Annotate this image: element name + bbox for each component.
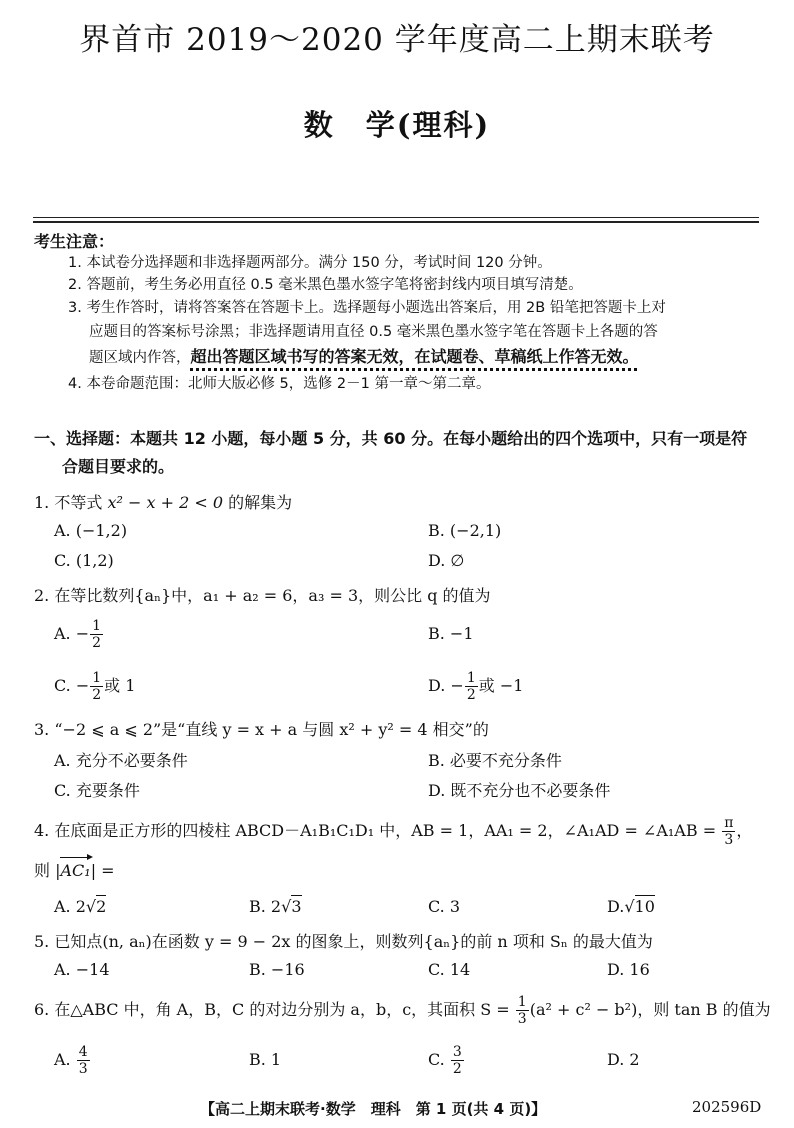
q5-option-d: D. 16 <box>607 960 650 979</box>
q2-option-a-fraction <box>90 619 103 650</box>
notice-item-2: 2. 答题前，考生务必用直径 0.5 毫米黑色墨水签字笔将密封线内项目填写清楚。 <box>68 277 583 293</box>
question-3: 3. “−2 ⩽ a ⩽ 2”是“直线 y = x + a 与圆 x² + y² = 4 相交”的 <box>34 720 489 739</box>
q5-option-a: A. −14 <box>54 960 110 979</box>
q4-tail: ， <box>736 821 753 840</box>
q4-option-c: C. 3 <box>428 897 461 916</box>
q6-option-a-prefix: A. <box>54 1050 76 1069</box>
q2-option-c <box>54 671 135 702</box>
question-2: 2. 在等比数列{aₙ}中，a₁ + a₂ = 6，a₃ = 3，则公比 q 的值为 <box>34 586 491 605</box>
q6-option-a-fraction <box>77 1045 90 1076</box>
fraction-numerator: 1 <box>517 994 527 1010</box>
exam-subtitle: 数 学(理科) <box>303 108 491 142</box>
q6-option-d: D. 2 <box>607 1050 640 1069</box>
fraction-denominator: 3 <box>78 1061 88 1077</box>
fraction-denominator: 2 <box>92 635 102 651</box>
q2-option-c-fraction <box>90 671 103 702</box>
fraction-denominator: 3 <box>724 832 734 848</box>
q2-option-c-prefix: C. − <box>54 676 90 695</box>
exam-title: 界首市 2019～2020 学年度高二上期末联考 <box>79 22 715 58</box>
q4-line-2-suffix: | = <box>90 861 115 880</box>
q4-text: 4. 在底面是正方形的四棱柱 ABCD－A₁B₁C₁D₁ 中，AB = 1，AA₁ = 2，∠A₁AD = ∠A₁AB = <box>34 821 722 840</box>
q4-option-a-radicand: 2 <box>96 897 107 916</box>
sqrt-sign: √ <box>281 897 292 916</box>
q6-option-a <box>54 1045 91 1076</box>
notice-item-3-line-3 <box>89 344 639 367</box>
q4-option-d-prefix: D. <box>607 897 625 916</box>
q5-option-c: C. 14 <box>428 960 471 979</box>
question-4-line-2 <box>34 858 115 881</box>
q6-option-b: B. 1 <box>249 1050 282 1069</box>
q1-option-d: D. ∅ <box>428 551 465 570</box>
header-rule-thin <box>33 217 759 218</box>
q1-expression: x² − x + 2 < 0 <box>107 493 224 512</box>
question-6 <box>34 995 771 1026</box>
q2-option-d <box>428 671 523 702</box>
q3-option-a: A. 充分不必要条件 <box>54 751 188 770</box>
q4-option-a-prefix: A. 2 <box>54 897 86 916</box>
notice-item-3-line-2: 应题目的答案标号涂黑；非选择题请用直径 0.5 毫米黑色墨水签字笔在答题卡上各题的答 <box>89 324 658 340</box>
fraction-numerator: 1 <box>92 670 102 686</box>
q6-option-c-fraction <box>451 1045 464 1076</box>
notice-item-1: 1. 本试卷分选择题和非选择题两部分。满分 150 分，考试时间 120 分钟。 <box>68 255 552 271</box>
fraction-denominator: 2 <box>92 687 102 703</box>
fraction-denominator: 2 <box>452 1061 462 1077</box>
fraction-numerator: 1 <box>92 618 102 634</box>
q3-option-d: D. 既不充分也不必要条件 <box>428 781 611 800</box>
q1-option-a: A. (−1,2) <box>54 521 128 540</box>
sqrt-sign: √ <box>624 897 635 916</box>
q1-option-b: B. (−2,1) <box>428 521 502 540</box>
q5-option-b: B. −16 <box>249 960 305 979</box>
fraction-denominator: 2 <box>466 687 476 703</box>
notice-heading: 考生注意： <box>34 232 115 251</box>
fraction-denominator: 3 <box>517 1011 527 1027</box>
q6-text-pre: 6. 在△ABC 中，角 A，B，C 的对边分别为 a，b，c，其面积 S = <box>34 1000 515 1019</box>
notice-item-3-line-1: 3. 考生作答时，请将答案答在答题卡上。选择题每小题选出答案后，用 2B 铅笔把答题卡上对 <box>68 300 666 316</box>
fraction-numerator: 3 <box>452 1044 462 1060</box>
q1-number: 1. 不等式 <box>34 493 108 512</box>
question-4 <box>34 816 752 847</box>
q4-option-d-radicand: 10 <box>634 897 655 916</box>
q6-text-post: (a² + c² − b²)，则 tan B 的值为 <box>529 1000 771 1019</box>
q4-option-b-prefix: B. 2 <box>249 897 282 916</box>
fraction-numerator: π <box>724 815 734 831</box>
section-1-heading-line-1: 一、选择题：本题共 12 小题，每小题 5 分，共 60 分。在每小题给出的四个选项中，只有一项是符 <box>34 429 748 448</box>
notice-emphasis: 超出答题区域书写的答案无效，在试题卷、草稿纸上作答无效。 <box>190 347 639 366</box>
q3-option-c: C. 充要条件 <box>54 781 140 800</box>
q1-tail: 的解集为 <box>223 493 293 512</box>
question-1 <box>34 490 292 513</box>
notice-item-3-text: 题区域内作答， <box>89 350 191 366</box>
fraction-numerator: 4 <box>78 1044 88 1060</box>
fraction-numerator: 1 <box>466 670 476 686</box>
page-footer: 【高二上期末联考·数学 理科 第 1 页(共 4 页)】 <box>200 1100 547 1118</box>
q2-option-a <box>54 619 104 650</box>
q2-option-c-suffix: 或 1 <box>104 676 136 695</box>
paper-code: 202596D <box>692 1098 762 1116</box>
q4-line-2-prefix: 则 | <box>34 861 61 880</box>
q2-option-d-fraction <box>465 671 478 702</box>
q6-option-c-prefix: C. <box>428 1050 450 1069</box>
notice-item-4: 4. 本卷命题范围：北师大版必修 5，选修 2－1 第一章～第二章。 <box>68 376 491 392</box>
q6-area-fraction <box>516 995 529 1026</box>
q2-option-b: B. −1 <box>428 624 474 643</box>
q4-option-b <box>249 897 302 916</box>
q3-option-b: B. 必要不充分条件 <box>428 751 562 770</box>
q4-option-d <box>607 897 655 916</box>
q1-option-c: C. (1,2) <box>54 551 114 570</box>
q2-option-a-prefix: A. − <box>54 624 90 643</box>
question-5: 5. 已知点(n, aₙ)在函数 y = 9 − 2x 的图象上，则数列{aₙ}的前 n 项和 Sₙ 的最大值为 <box>34 932 653 951</box>
section-1-heading-line-2: 合题目要求的。 <box>62 457 175 476</box>
q6-option-c <box>428 1045 465 1076</box>
q4-angle-fraction <box>722 816 735 847</box>
vector-ac1: AC₁ <box>60 861 91 880</box>
sqrt-sign: √ <box>85 897 97 916</box>
header-rule-thick <box>33 221 759 223</box>
q2-option-d-suffix: 或 −1 <box>478 676 524 695</box>
q2-option-d-prefix: D. − <box>428 676 464 695</box>
q4-option-a <box>54 897 106 916</box>
q4-option-b-radicand: 3 <box>291 897 302 916</box>
